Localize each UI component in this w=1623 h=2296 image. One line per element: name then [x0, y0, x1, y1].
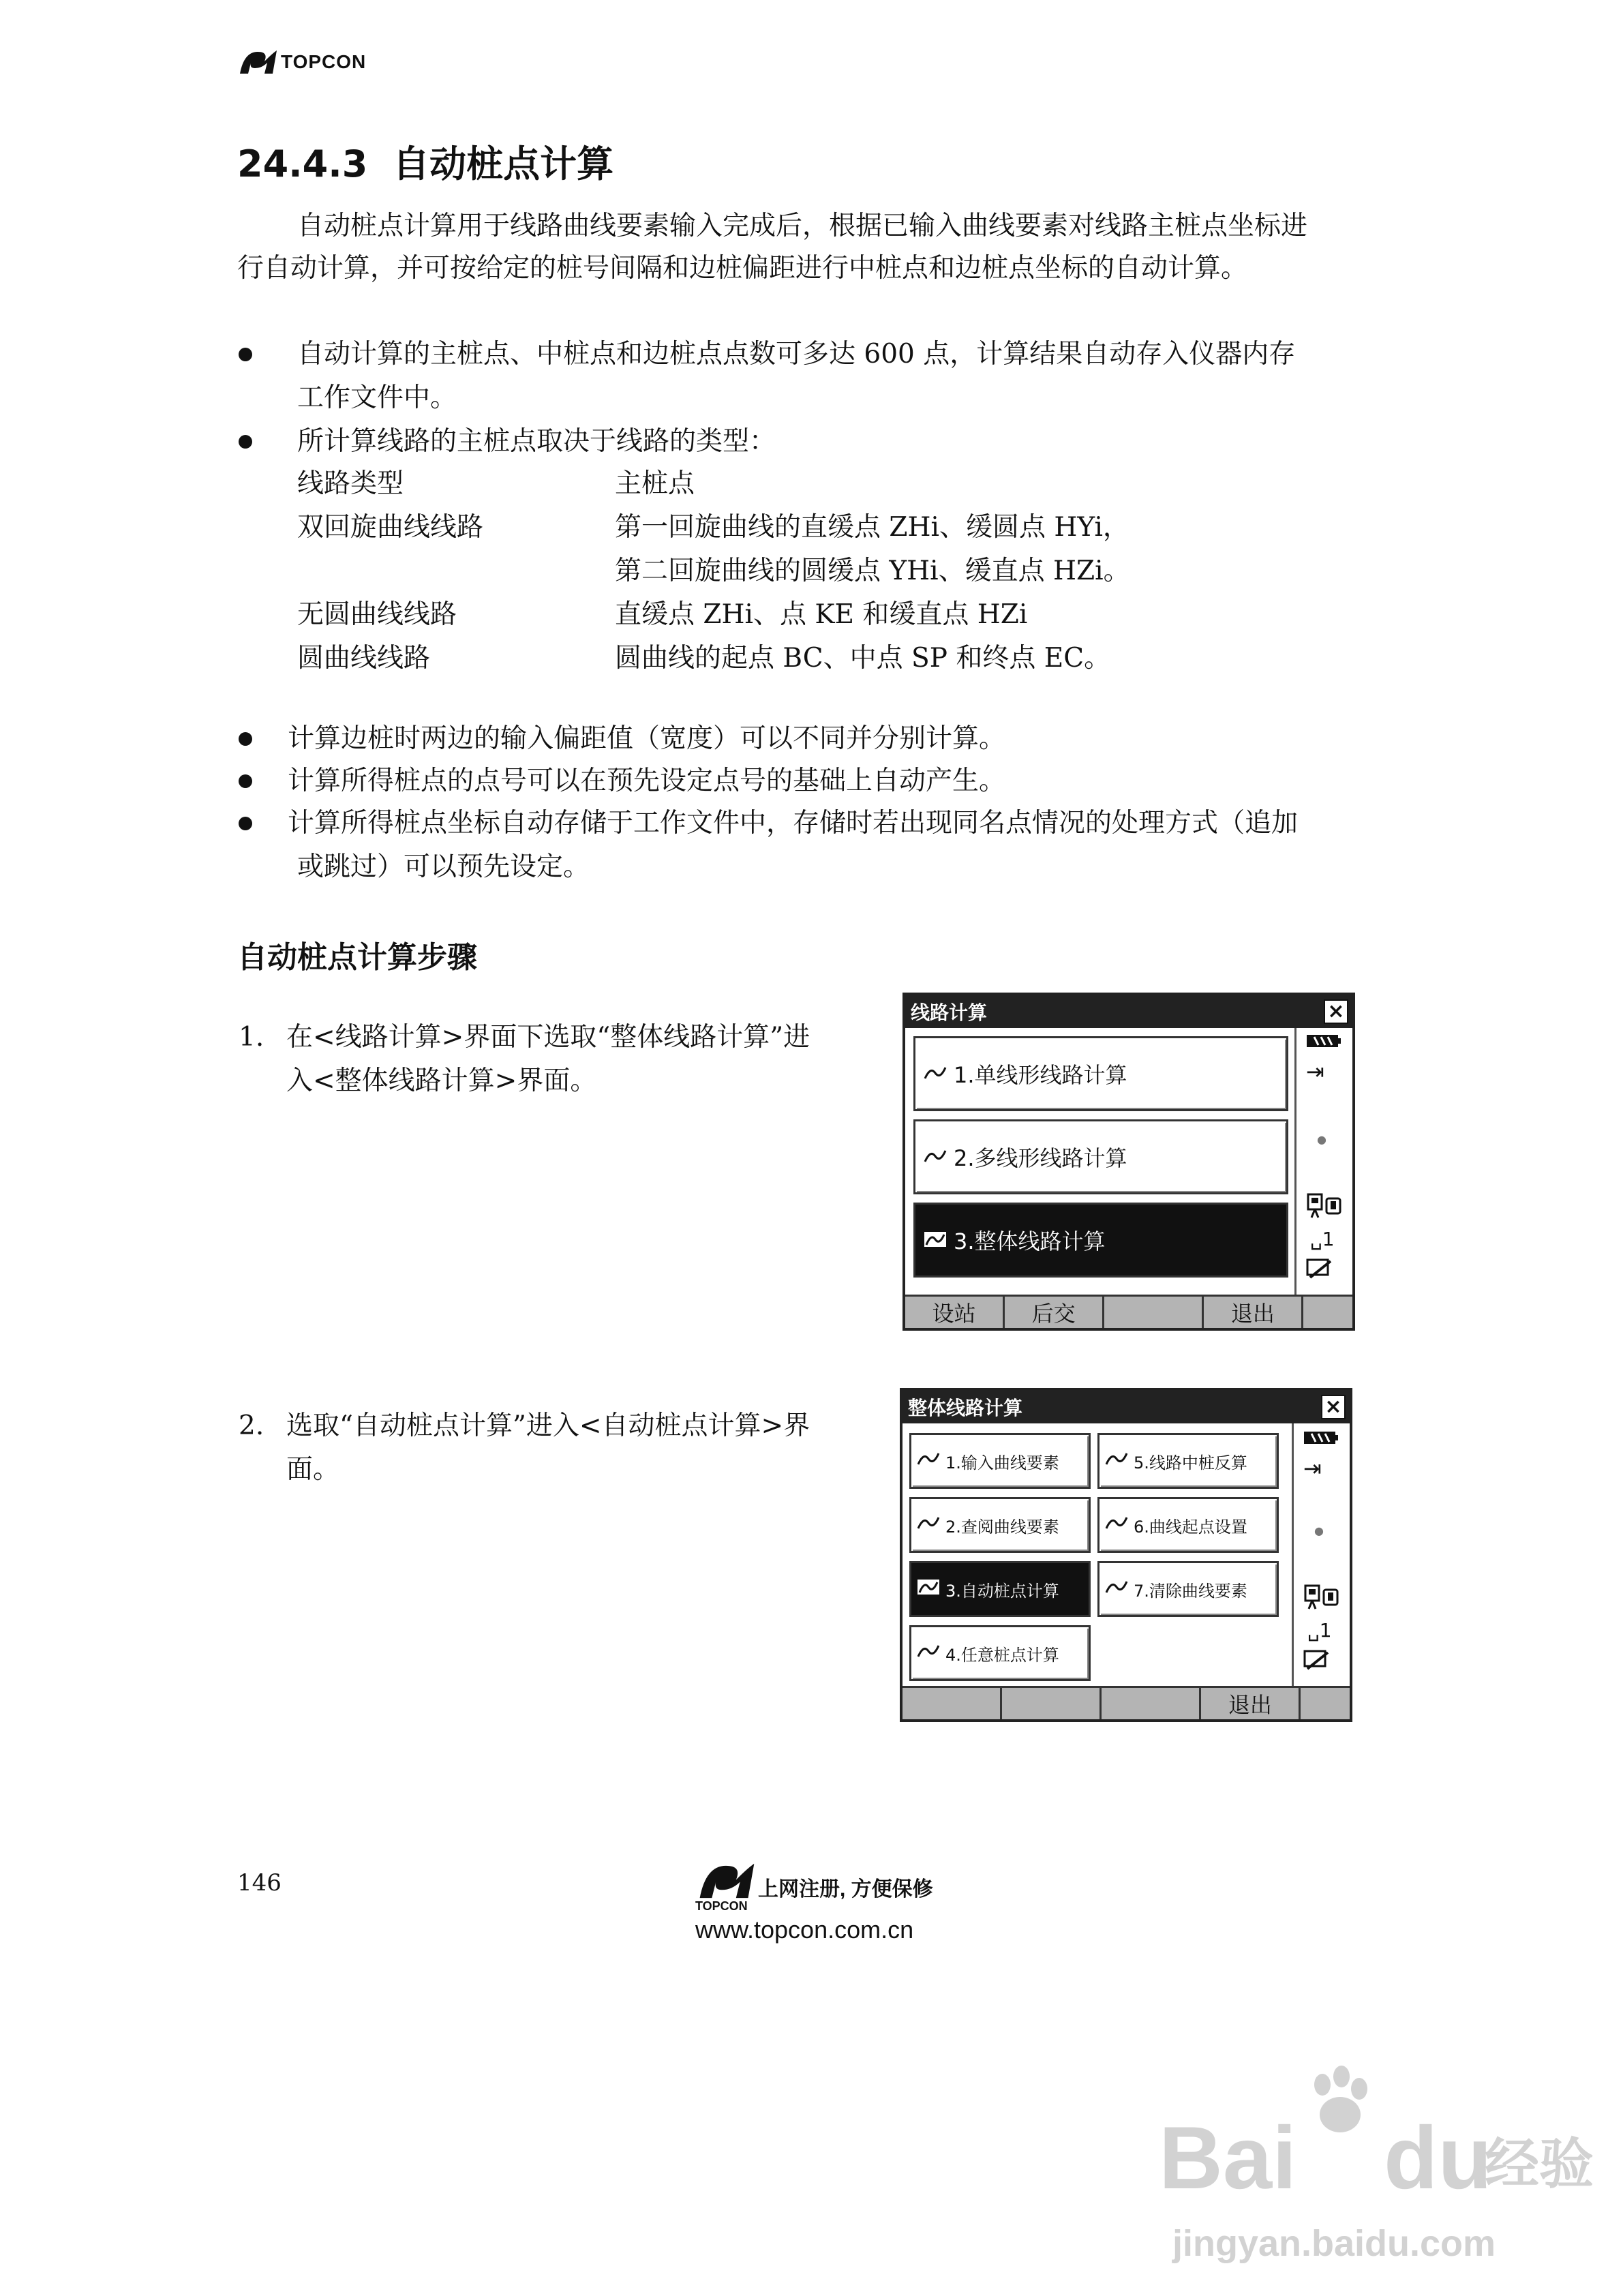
menu-route-center-inverse[interactable]	[1097, 1433, 1279, 1489]
screen-body	[905, 1028, 1352, 1328]
step-1-line-1: 在<线路计算>界面下选取“整体线路计算”进	[286, 1022, 810, 1053]
bullet-3-text: 计算边桩时两边的输入偏距值（宽度）可以不同并分别计算。	[288, 723, 1006, 754]
bullet-5-line-1: 计算所得桩点坐标自动存储于工作文件中，存储时若出现同名点情况的处理方式（追加	[288, 808, 1299, 839]
section-heading	[237, 135, 613, 187]
section-title: 自动桩点计算	[393, 142, 614, 185]
curve-icon	[924, 1061, 947, 1087]
step-2	[239, 1404, 879, 1492]
route-type-table	[297, 462, 1130, 680]
instrument-icon	[1303, 1583, 1340, 1614]
watermark-brand-2: du	[1384, 2108, 1492, 2207]
menu-arbitrary-stake-calc[interactable]	[909, 1625, 1091, 1681]
battery-icon	[1306, 1032, 1341, 1053]
battery-icon	[1303, 1429, 1339, 1449]
menu-label: 1.单线形线路计算	[954, 1062, 1127, 1088]
table-cell-points: 第一回旋曲线的直缓点 ZHi、缓圆点 HYi，	[615, 512, 1129, 543]
menu-label: 7.清除曲线要素	[1134, 1581, 1247, 1601]
menu-view-curve-elements[interactable]	[909, 1497, 1091, 1553]
menu-label: 4.任意桩点计算	[945, 1645, 1059, 1665]
curve-icon	[917, 1451, 940, 1471]
input-mode-number: 1	[1319, 1619, 1332, 1642]
footer-url[interactable]: www.topcon.com.cn	[695, 1916, 914, 1944]
page-number: 146	[237, 1869, 282, 1897]
step-2-line-2: 面。	[286, 1454, 340, 1485]
close-button[interactable]: ×	[1321, 1395, 1346, 1419]
menu-input-curve-elements[interactable]	[909, 1433, 1091, 1489]
input-mode-number: 1	[1322, 1228, 1335, 1250]
bullet-5-line-2: 或跳过）可以预先设定。	[297, 851, 590, 882]
softkey-empty[interactable]	[1102, 1688, 1201, 1719]
curve-icon	[1105, 1579, 1128, 1599]
menu-label: 3.自动桩点计算	[945, 1581, 1059, 1601]
screen-title: 线路计算	[911, 1001, 988, 1024]
softkey-empty[interactable]	[1104, 1297, 1204, 1328]
bullet-2	[239, 420, 776, 464]
menu-single-line-route[interactable]	[913, 1036, 1288, 1111]
table-cell-type: 双回旋曲线线路	[297, 512, 484, 543]
whole-route-calc-screen	[900, 1388, 1352, 1722]
menu-auto-stake-calc[interactable]	[909, 1561, 1091, 1617]
edit-icon	[1306, 1258, 1333, 1283]
menu-label: 6.曲线起点设置	[1134, 1517, 1247, 1537]
step-1-line-2: 入<整体线路计算>界面。	[286, 1066, 597, 1096]
step-1	[239, 1016, 879, 1103]
step-number: 2.	[239, 1410, 264, 1441]
dot-icon: ●	[1317, 1133, 1326, 1146]
bullet-2-text: 所计算线路的主桩点取决于线路的类型：	[297, 426, 776, 457]
curve-icon	[917, 1579, 940, 1599]
menu-label: 1.输入曲线要素	[945, 1453, 1059, 1472]
table-row	[297, 593, 1130, 637]
curve-icon	[924, 1144, 947, 1170]
bullet-dot	[239, 435, 252, 449]
table-cell-points: 圆曲线的起点 BC、中点 SP 和终点 EC。	[615, 643, 1111, 674]
table-cell-type	[297, 549, 615, 593]
brand-name: TOPCON	[281, 51, 367, 72]
softkey-bar	[905, 1295, 1352, 1328]
tab-key-icon: ⇥	[1303, 1455, 1322, 1481]
table-row	[297, 637, 1130, 680]
bullet-1-line-2: 工作文件中。	[297, 382, 457, 413]
menu-curve-start-setup[interactable]	[1097, 1497, 1279, 1553]
section-number: 24.4.3	[237, 142, 368, 185]
footer-brand: TOPCON	[695, 1899, 748, 1913]
softkey-resection[interactable]: 后交	[1005, 1297, 1104, 1328]
curve-icon	[1105, 1451, 1128, 1471]
watermark-cn: 经验	[1485, 2134, 1594, 2194]
tab-key-icon: ⇥	[1306, 1059, 1324, 1085]
input-mode-indicator: ␣1	[1307, 1619, 1332, 1642]
dot-icon: ●	[1314, 1524, 1324, 1537]
menu-label: 3.整体线路计算	[954, 1228, 1106, 1254]
menu-multi-line-route[interactable]	[913, 1119, 1288, 1194]
route-calc-screen	[902, 993, 1355, 1331]
table-cell-points: 第二回旋曲线的圆缓点 YHi、缓直点 HZi。	[615, 556, 1130, 586]
curve-icon	[1105, 1515, 1128, 1535]
bullet-3	[239, 717, 1005, 761]
table-header-type: 线路类型	[297, 468, 404, 499]
topcon-mark-icon	[695, 1860, 757, 1902]
screen-title: 整体线路计算	[908, 1397, 1023, 1419]
step-2-line-1: 选取“自动桩点计算”进入<自动桩点计算>界	[286, 1410, 810, 1441]
screen-body	[902, 1423, 1350, 1719]
intro-line-2: 行自动计算，并可按给定的桩号间隔和边桩偏距进行中桩点和边桩点坐标的自动计算。	[237, 253, 1248, 284]
topcon-mark-icon	[237, 48, 278, 76]
table-header-points: 主桩点	[615, 468, 695, 499]
softkey-empty[interactable]	[1002, 1688, 1102, 1719]
bullet-dot	[239, 348, 252, 361]
step-number: 1.	[239, 1022, 264, 1053]
curve-icon	[924, 1227, 947, 1253]
instrument-icon	[1306, 1192, 1343, 1223]
footer-slogan: 上网注册, 方便保修	[758, 1878, 933, 1901]
bullet-dot	[239, 817, 252, 830]
table-cell-type: 圆曲线线路	[297, 643, 431, 674]
table-header	[297, 462, 1130, 506]
bullet-dot	[239, 774, 252, 788]
softkey-exit[interactable]: 退出	[1201, 1688, 1301, 1719]
paw-icon	[1302, 2066, 1377, 2141]
bullet-1-line-1: 自动计算的主桩点、中桩点和边桩点点数可多达 600 点，计算结果自动存入仪器内存	[297, 339, 1296, 369]
table-cell-points: 直缓点 ZHi、点 KE 和缓直点 HZi	[615, 599, 1028, 630]
menu-whole-route[interactable]	[913, 1203, 1288, 1278]
table-row	[297, 506, 1130, 549]
steps-heading: 自动桩点计算步骤	[237, 940, 477, 975]
bullet-5	[239, 802, 1298, 889]
watermark-url: jingyan.baidu.com	[1172, 2223, 1496, 2264]
bullet-dot	[239, 732, 252, 746]
status-sidebar	[1294, 1028, 1352, 1297]
menu-label: 2.查阅曲线要素	[945, 1517, 1059, 1537]
topcon-logo	[237, 48, 366, 76]
baidu-watermark	[1159, 2052, 1595, 2277]
curve-icon	[917, 1643, 940, 1663]
status-sidebar	[1292, 1423, 1350, 1688]
softkey-empty[interactable]	[1301, 1688, 1350, 1719]
menu-label: 2.多线形线路计算	[954, 1145, 1127, 1171]
bullet-4-text: 计算所得桩点的点号可以在预先设定点号的基础上自动产生。	[288, 766, 1006, 796]
intro-line-1: 自动桩点计算用于线路曲线要素输入完成后，根据已输入曲线要素对线路主桩点坐标进	[297, 211, 1308, 241]
table-row	[297, 549, 1130, 593]
softkey-station-setup[interactable]: 设站	[905, 1297, 1005, 1328]
screen-titlebar	[902, 1391, 1350, 1423]
screen-titlebar	[905, 995, 1352, 1028]
curve-icon	[917, 1515, 940, 1535]
softkey-bar	[902, 1686, 1350, 1719]
softkey-empty[interactable]	[902, 1688, 1002, 1719]
bullet-4	[239, 759, 1005, 803]
edit-icon	[1303, 1650, 1331, 1674]
softkey-exit[interactable]: 退出	[1204, 1297, 1303, 1328]
table-cell-type: 无圆曲线线路	[297, 599, 457, 630]
softkey-empty[interactable]	[1303, 1297, 1352, 1328]
watermark-brand: Bai	[1159, 2108, 1297, 2207]
input-mode-indicator: ␣1	[1310, 1228, 1335, 1250]
menu-clear-curve-elements[interactable]	[1097, 1561, 1279, 1617]
footer-logo-block	[695, 1860, 982, 1948]
bullet-1	[239, 333, 1295, 420]
close-button[interactable]: ×	[1324, 999, 1348, 1024]
menu-label: 5.线路中桩反算	[1134, 1453, 1247, 1472]
